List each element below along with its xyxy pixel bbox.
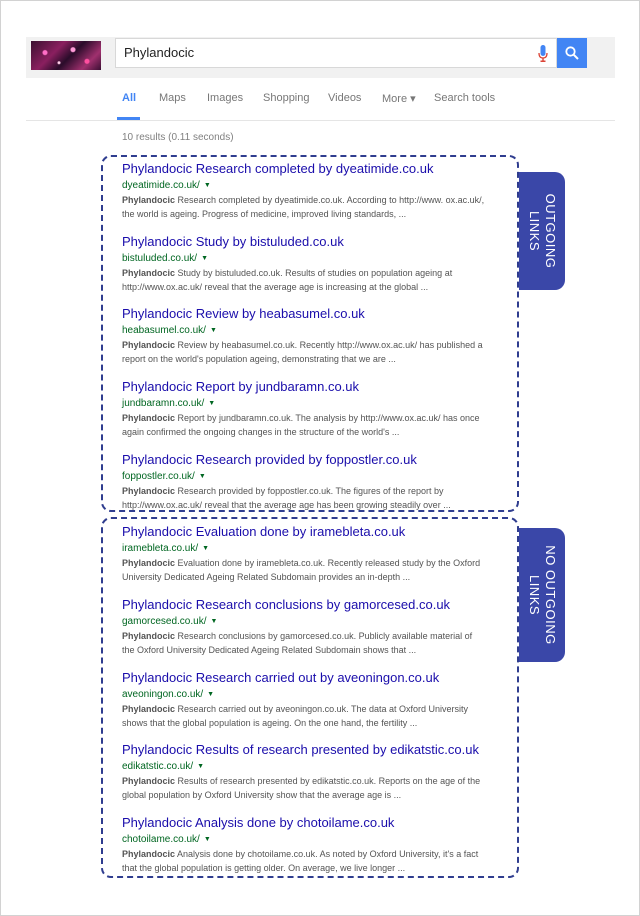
result-url-text[interactable]: aveoningon.co.uk/ [122, 689, 204, 700]
result-url [122, 397, 487, 410]
result-snippet-brand: Phylandocic [122, 849, 176, 859]
outgoing-label-line1: OUTGOING [543, 193, 558, 269]
outgoing-links-label [519, 172, 565, 290]
result-snippet-text: Analysis done by chotoilame.co.uk. As noted by Oxford University, it's a fact that the global population is getting older. On average, we live longer ... [122, 849, 479, 873]
result-snippet-brand: Phylandocic [122, 268, 176, 278]
result-title-link[interactable]: Phylandocic Research conclusions by gamorcesed.co.uk [122, 597, 451, 612]
result-title-link[interactable]: Phylandocic Report by jundbaramn.co.uk [122, 379, 360, 394]
result-snippet [122, 702, 487, 730]
search-result [122, 379, 487, 439]
result-snippet-text: Research carried out by aveoningon.co.uk. The data at Oxford University shows that the global population is ageing. On the one hand, the fertility ... [122, 704, 469, 728]
search-button[interactable] [557, 38, 587, 68]
result-snippet [122, 847, 487, 875]
search-result [122, 306, 487, 366]
result-snippet [122, 338, 487, 366]
search-result [122, 670, 487, 730]
no-outgoing-label-line1: NO OUTGOING [543, 545, 558, 645]
result-url [122, 542, 487, 555]
tab-more[interactable]: More ▾ [382, 93, 416, 105]
chevron-down-icon[interactable]: ▼ [203, 836, 211, 843]
chevron-down-icon[interactable]: ▼ [209, 327, 217, 334]
result-snippet-brand: Phylandocic [122, 776, 176, 786]
chevron-down-icon[interactable]: ▼ [198, 473, 206, 480]
result-snippet-text: Report by jundbaramn.co.uk. The analysis by http://www.ox.ac.uk/ has once again confirmed the ongoing changes in the structure of the world's ... [122, 413, 480, 437]
search-box[interactable] [115, 38, 557, 68]
search-input[interactable] [124, 45, 504, 60]
tab-shopping[interactable]: Shopping [263, 92, 310, 104]
tab-all[interactable]: All [122, 92, 137, 104]
result-snippet-brand: Phylandocic [122, 631, 176, 641]
search-icon [565, 46, 579, 60]
result-url-text[interactable]: jundbaramn.co.uk/ [122, 398, 205, 409]
chevron-down-icon[interactable]: ▼ [207, 691, 215, 698]
no-outgoing-links-label [519, 528, 565, 662]
result-snippet-text: Research conclusions by gamorcesed.co.uk. Publicly available material of the Oxford University Dedicated Ageing Related Subdomain shows that ... [122, 631, 473, 655]
result-title-link[interactable]: Phylandocic Research carried out by aveoningon.co.uk [122, 670, 440, 685]
result-title-link[interactable]: Phylandocic Analysis done by chotoilame.co.uk [122, 815, 395, 830]
result-stats: 10 results (0.11 seconds) [122, 132, 234, 143]
result-snippet-brand: Phylandocic [122, 413, 176, 423]
tab-search-tools[interactable]: Search tools [434, 92, 496, 104]
result-snippet-brand: Phylandocic [122, 486, 176, 496]
result-url-text[interactable]: gamorcesed.co.uk/ [122, 616, 207, 627]
result-url-text[interactable]: iramebleta.co.uk/ [122, 543, 199, 554]
result-snippet-text: Review by heabasumel.co.uk. Recently http://www.ox.ac.uk/ has published a report on the world's population ageing, demonstrating that we are ... [122, 340, 483, 364]
logo-doodle[interactable] [31, 41, 101, 70]
chevron-down-icon[interactable]: ▼ [201, 255, 208, 262]
search-result [122, 815, 487, 875]
result-snippet [122, 266, 487, 294]
result-snippet-brand: Phylandocic [122, 704, 176, 714]
search-result [122, 524, 487, 584]
result-url-text[interactable]: foppostler.co.uk/ [122, 471, 195, 482]
result-title-link[interactable]: Phylandocic Research provided by foppostler.co.uk [122, 452, 417, 467]
result-url [122, 252, 487, 265]
microphone-icon[interactable] [538, 45, 548, 63]
tab-videos[interactable]: Videos [328, 92, 362, 104]
result-title-link[interactable]: Phylandocic Results of research presented by edikatstic.co.uk [122, 742, 479, 757]
result-url-text[interactable]: edikatstic.co.uk/ [122, 761, 194, 772]
no-outgoing-label-line2: LINKS [527, 574, 542, 616]
search-result [122, 452, 487, 512]
result-title-link[interactable]: Phylandocic Review by heabasumel.co.uk [122, 306, 365, 321]
result-url [122, 833, 487, 846]
tab-images[interactable]: Images [207, 92, 244, 104]
result-title-link[interactable]: Phylandocic Evaluation done by iramebleta.co.uk [122, 524, 406, 539]
result-url-text[interactable]: chotoilame.co.uk/ [122, 834, 200, 845]
result-snippet [122, 484, 487, 512]
result-snippet-text: Evaluation done by iramebleta.co.uk. Recently released study by the Oxford University Dedicated Ageing Related Subdomain provides an in-depth ... [122, 558, 481, 582]
result-snippet-text: Research completed by dyeatimide.co.uk. According to http://www. ox.ac.uk/, the world is ageing. Progress of medicine, improved living standards, ... [122, 195, 485, 219]
result-snippet [122, 411, 487, 439]
result-snippet [122, 774, 487, 802]
result-snippet-text: Research provided by foppostler.co.uk. The figures of the report by http://www.ox.ac.uk/ reveal that the average age has been growing steadily over ... [122, 486, 451, 510]
result-url-text[interactable]: heabasumel.co.uk/ [122, 325, 206, 336]
result-url [122, 615, 487, 628]
chevron-down-icon[interactable]: ▼ [210, 618, 218, 625]
result-url [122, 470, 487, 483]
result-snippet-text: Results of research presented by edikatstic.co.uk. Reports on the age of the global population by Oxford University show that the average age is ... [122, 776, 481, 800]
result-snippet [122, 193, 487, 221]
result-snippet-brand: Phylandocic [122, 195, 176, 205]
result-snippet [122, 556, 487, 584]
result-title-link[interactable]: Phylandocic Research completed by dyeatimide.co.uk [122, 161, 434, 176]
chevron-down-icon[interactable]: ▼ [208, 400, 216, 407]
search-result [122, 234, 487, 294]
search-result [122, 597, 487, 657]
result-url [122, 688, 487, 701]
chevron-down-icon[interactable]: ▼ [202, 545, 210, 552]
result-snippet [122, 629, 487, 657]
chevron-down-icon[interactable]: ▼ [197, 763, 205, 770]
result-url [122, 179, 487, 192]
result-snippet-text: Study by bistuluded.co.uk. Results of studies on population ageing at http://www.ox.ac.uk/ reveal that the average age is increasing at the global ... [122, 268, 453, 292]
result-url-text[interactable]: bistuluded.co.uk/ [122, 253, 198, 264]
result-url-text[interactable]: dyeatimide.co.uk/ [122, 180, 200, 191]
chevron-down-icon[interactable]: ▼ [203, 182, 211, 189]
result-title-link[interactable]: Phylandocic Study by bistuluded.co.uk [122, 234, 344, 249]
result-url [122, 324, 487, 337]
tabs-divider [26, 120, 615, 121]
result-url [122, 760, 487, 773]
tab-maps[interactable]: Maps [159, 92, 186, 104]
search-result [122, 742, 487, 802]
search-result [122, 161, 487, 221]
result-snippet-brand: Phylandocic [122, 558, 176, 568]
outgoing-label-line2: LINKS [527, 210, 542, 252]
result-snippet-brand: Phylandocic [122, 340, 176, 350]
